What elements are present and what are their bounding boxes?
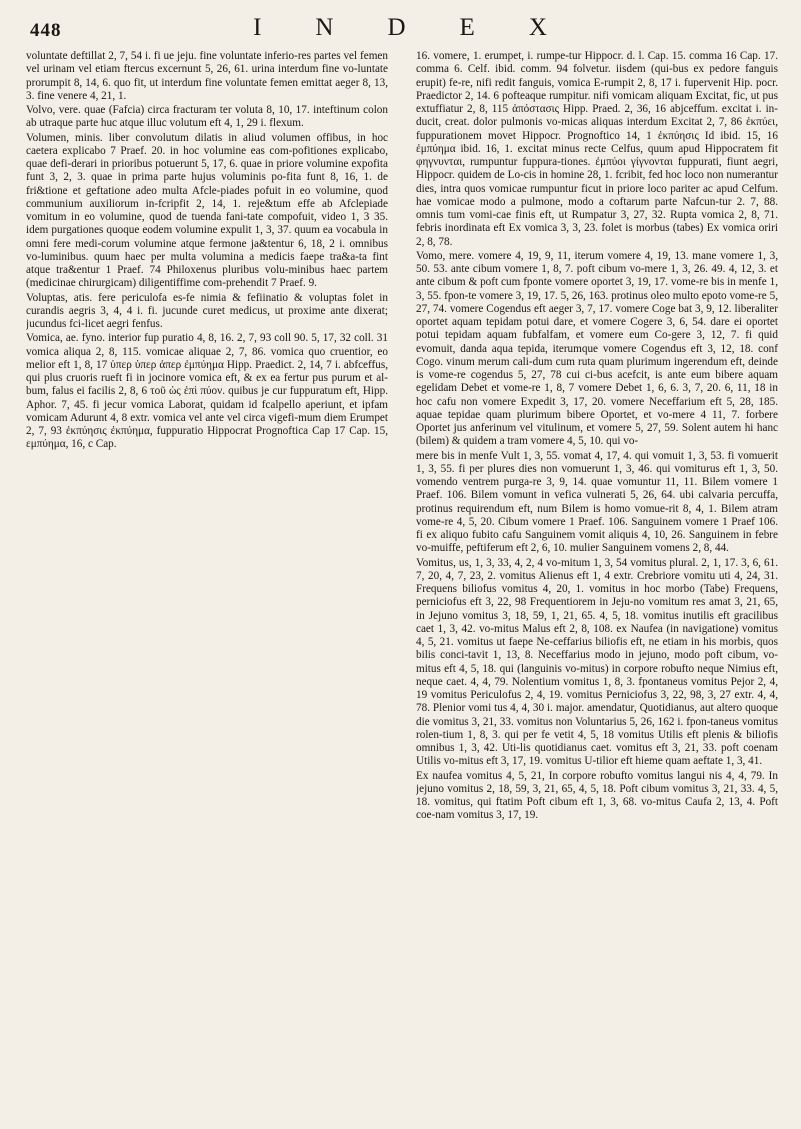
left-column [26, 50, 388, 1120]
index-entry-voluptas: Voluptas, atis. fere periculofa es-fe nimia & fefiinatio & voluptas folet in curandis aegris 3, 4, 4 i. fi. jucunde curet medicus, ut proxime ante dixerat; jucundus fci-licet aegri fenfus. [26, 291, 388, 330]
index-entry-vomo: Vomo, mere. vomere 4, 19, 9, 11, iterum vomere 4, 19, 13. mane vomere 1, 3, 50. 53. ante cibum vomere 1, 8, 7. poft cibum vo-mere 1, 3, 26. 49. 4, 12, 3. et ante cibum & poft cum fponte vomere oportet 3, 19, 17. vome-re bis in menfe 1, 3, 55. fpon-te vomere 3, 19, 17. 5, 26, 163. protinus oleo multo epoto vome-re 5, 27, 74. vomere Cogendus eft aeger 3, 7, 17. vomere Coge bat 3, 9, 12. liberaliter oportet aquam tepidam potui dare, et vomere Cogere 3, 6, 54. dare ei oportet potui tepidam aquam fubfalfam, et vomere eum Co-gere 3, 12, 7. fi quid evomuit, danda aqua tepida, iterumque vomere Cogendus eft 3, 12, 18. conf Cogo. vinum merum cali-dum cum ruta quam plurimum ingerendum eft, deinde is vome-re cogendus 5, 27, 78 cui ci-bus acefcit, is ante eum bibere aquam egelidam Debet et vome-re 1, 8, 7 vomere Debet 1, 6, 6. 3, 7, 20. 6, 11, 18 in hoc cafu non vomere Expedit 3, 17, 20. vomere Neceffarium eft 5, 28, 185. aquae tepidae quam plurimum bibere Oportet, et vo-mere 4 11, 7. forbere Oportet jus anferinum vel vitulinum, et vomere 5, 27, 59. Solent autem hi hanc (bilem) & quidem a tram vomere 4, 5, 10. qui vo- [416, 249, 778, 448]
right-column [416, 50, 778, 1120]
page-header [20, 12, 780, 46]
index-entry-vomitus: Vomitus, us, 1, 3, 33, 4, 2, 4 vo-mitum 1, 3, 54 vomitus plural. 2, 1, 17. 3, 6, 61. 7, 20, 4, 7, 23, 2. vomitus Alienus eft 1, 4 extr. Crebriore vomitu uti 4, 24, 31. Frequens biliofus vomitus 4, 20, 1. vomitus in hoc morbo (Tabe) Frequens, perniciofus eft 3, 22, 98 Frequentiorem in Jeju-no vomitum res amat 3, 21, 65, in Jejuno vomitus 3, 18, 59, 1, 21, 65. 4, 5, 18. vomitus inutilis eft gracilibus caet 1, 3, 42. vo-mitus Malus eft 2, 8, 108. ex Naufea (in navigatione) vomitus 4, 5, 21. vomitus ut faepe Ne-ceffarius biliofis eft, ne etiam in his morbis, quos bilis conci-tavit 1, 13, 8. Neceffarius modo in jejuno, modo poft cibum, vo-mitus eft 4, 5, 18. qui (languinis vo-mitus) in corpore robufto neque Nimius eft, neque caet. 4, 4, 79. Nolentium vomitus 1, 8, 3. fpontaneus vomitus Pejor 2, 4, 19 vomitus Periculofus 2, 4, 19. vomitus Perniciofus 3, 22, 98, 3, 27 extr. 4, 4, 78. Plenior vomi tus 4, 4, 30 i. major. amendatur, Quotidianus, aut altero quoque die vomitus 3, 21, 33. vomitus non Voluntarius 5, 26, 162 i. fpon-taneus vomitus rolen-tium 1, 8, 3. qui per fe vetit 4, 5, 18 vomitus Utilis eft plenis & biliofis omnibus 1, 3, 42. Uti-lis quotidianus caet. vomitus eft 3, 21, 33. poft coenam Utilis vo-mitus eft 3, 17, 19. vomitus U-tilior eft hieme quam aeftate 1, 3, 41. [416, 556, 778, 768]
index-entry-vomica-cont: 16. vomere, 1. erumpet, i. rumpe-tur Hippocr. d. l. Cap. 15. comma 16 Cap. 17. comma 6. Celf. ibid. comm. 94 folvetur. iisdem (qui-bus ex pedore fanguis erupit) fe-re, nifi redit fanguis, vomica E-rumpit 2, 8, 17 i. fupervenit Hip. pocr. Praedictor 2, 14. 6 pofteaque rumpitur. nifi vomicam aliquam Excitat, fic, ut pus extuffiatur 2, 8, 115 ἀπόστασις Hipp. Praed. 2, 36, 16 abjceffum. excitat i. in-ducit, creat. dolor pulmonis vo-micas aliquas interdum Excitat 2, 7, 86 ἐκπύει, fuppurationem movet Hippocr. Prognoftico 14, 1 ἐκπύησις Id ibid. 15, 16 ἐμπύημα ibid. 16, 1. excitat minus recte Celfus, quum apud Hippocratem fit φηγνυνται, rumpuntur fuppura-tiones. ἐμπύοι γίγνονται fuppurati, fiunt aegri, Hippocr. quidem de Lo-cis in homine 28, 1. fcribit, fed hoc loco non numerantur dies, intra quos vomicae rumpuntur ficut in priore loco pariter ac apud Celfum. hae vomicae modo a pulmone, modo a coftarum parte Nafcun-tur 2. 7, 88. omnis tum vomi-cae finis eft, ut Rumpatur 3, 27, 32. Rupta vomica 2, 8, 71. febris inordinata eft Ex vomica 3, 3, 23. folet is morbus (tabes) Ex vomica oriri 2, 8, 78. [416, 50, 778, 248]
index-columns [26, 50, 778, 1120]
index-entry-vomica: Vomica, ae. fyno. interior fup puratio 4, 8, 16. 2, 7, 93 coll 90. 5, 17, 32 coll. 31 vomica aliqua 2, 8, 115. vomicae aliquae 2, 7, 86. vomica quo cruentior, eo melior eft 1, 8, 17 ὑπερ ὑπερ ἀπερ ἐμπύημα Hipp. Praedict. 2, 14, 7 i. abfceffus, qui plus cruoris rueft fi in jocinore vomica eft, & ex ea fertur pus purum et al-bum, falus ei facilis 2, 8, 6 τοῦ ὡς ἐπὶ πύον. quibus je cur fuppuratum eft, Hipp. Aphor. 7, 45. fi jecur vomica Laborat, quidam id fcalpello aperiunt, et ipfam vomicam Adurunt 4, 8 extr. vomica vel ante vel circa vigefi-mum diem Erumpet 2, 7, 93 ἐκπύησις ἐκπύημα, fuppuratio Hippocrat Prognoftica Cap 17 Cap. 15, εμπύημα, 16, c Cap. [26, 332, 388, 451]
index-entry-vomitus-cont: Ex naufea vomitus 4, 5, 21, In corpore robufto vomitus langui nis 4, 4, 79. In jejuno vomitus 2, 18, 59, 3, 21, 65, 4, 5, 18. Poft cibum vomitus 3, 21, 33. 4, 5, 18. vomitus, qui ftatim Poft cibum eft 1, 3, 68. vo-mitus Caufa 2, 13, 4. Poft coe-nam vomitus 3, 17, 19. [416, 769, 778, 822]
page-number: 448 [30, 20, 62, 41]
index-entry-volumen: Volumen, minis. liber convolutum dilatis in aliud volumen offibus, in hoc caetera explicabo 7 Praef. 20. in hoc volumine eas com-pofitiones explicabo, quae defi-derari in prioribus potuerunt 5, 17, 6. quae in priore volumine expofita funt 3, 2, 3. quae in prima parte hujus voluminis po-fita funt 8, 16, 1. de fri&tione et geftatione adeo multa Afcle-piades pofuit in eo volumine, quod communium auxiliorum in-fcripfit 2, 14, 1. reje&tum effe ab Afclepiade vomitum in eo volumine, quod de tuenda fani-tate compofuit, video 1, 3 35. idem purgationes quoque eodem volumine expulit 1, 3, 37. quum ea vocabula in omni fere medi-corum volumine atque fermone ja&tentur 6, 18, 2 i. omnibus vo-luminibus. quum haec per multa volumina a medicis faepe tra&a-ta fint atque tra&entur 1 Praef. 74 Philoxenus pluribus volu-minibus haec partem (medicinae chirurgicam) diligentiffime com-prehendit 7 Praef. 9. [26, 131, 388, 290]
index-entry-vomo-cont: mere bis in menfe Vult 1, 3, 55. vomat 4, 17, 4. qui vomuit 1, 3, 53. fi vomuerit 1, 3, 55. fi per plures dies non vomuerunt 1, 3, 46. qui vomiturus eft 1, 3, 50. vomendo ventrem purga-re 3, 9, 14. quae vomuntur 11, 11. Bilem vomere 1 Praef. 106. Bilem vomunt in vefica vulnerati 5, 26, 64. ubi calvaria percuffa, protinus requirendum eft, num Bilem is homo vomue-rit 8, 4, 1. Bilem atram vome-re 4, 5, 20. Cibum vomere 1 Praef. 106. Sanguinem vomere 1 Praef 106. fi ex aliquo fubito cafu Sanguinem vomit aliquis 4, 10, 26. Sanguinem in febre vo-muiffe, peftiferum eft 2, 6, 10. mulier Sanguinem vomens 2, 8, 44. [416, 449, 778, 555]
index-entry-voluntate: voluntate deftillat 2, 7, 54 i. fi ue jeju. fine voluntate inferio-res partes vel femen vel urinam vel etiam ftercus excernunt 5, 26, 61. urina interdum fine vo-luntate prorumpit 8, 14, 6. quo fit, ut interdum fine voluntate femen emittat aeger 8, 13, 3. fine venere 4, 21, 1. [26, 50, 388, 102]
index-entry-volvo: Volvo, vere. quae (Fafcia) circa fracturam ter voluta 8, 10, 17. inteftinum colon ab utraque parte huc atque illuc volutum eft 4, 1, 29 i. flexum. [26, 104, 388, 130]
page-title: INDEX [253, 14, 601, 41]
